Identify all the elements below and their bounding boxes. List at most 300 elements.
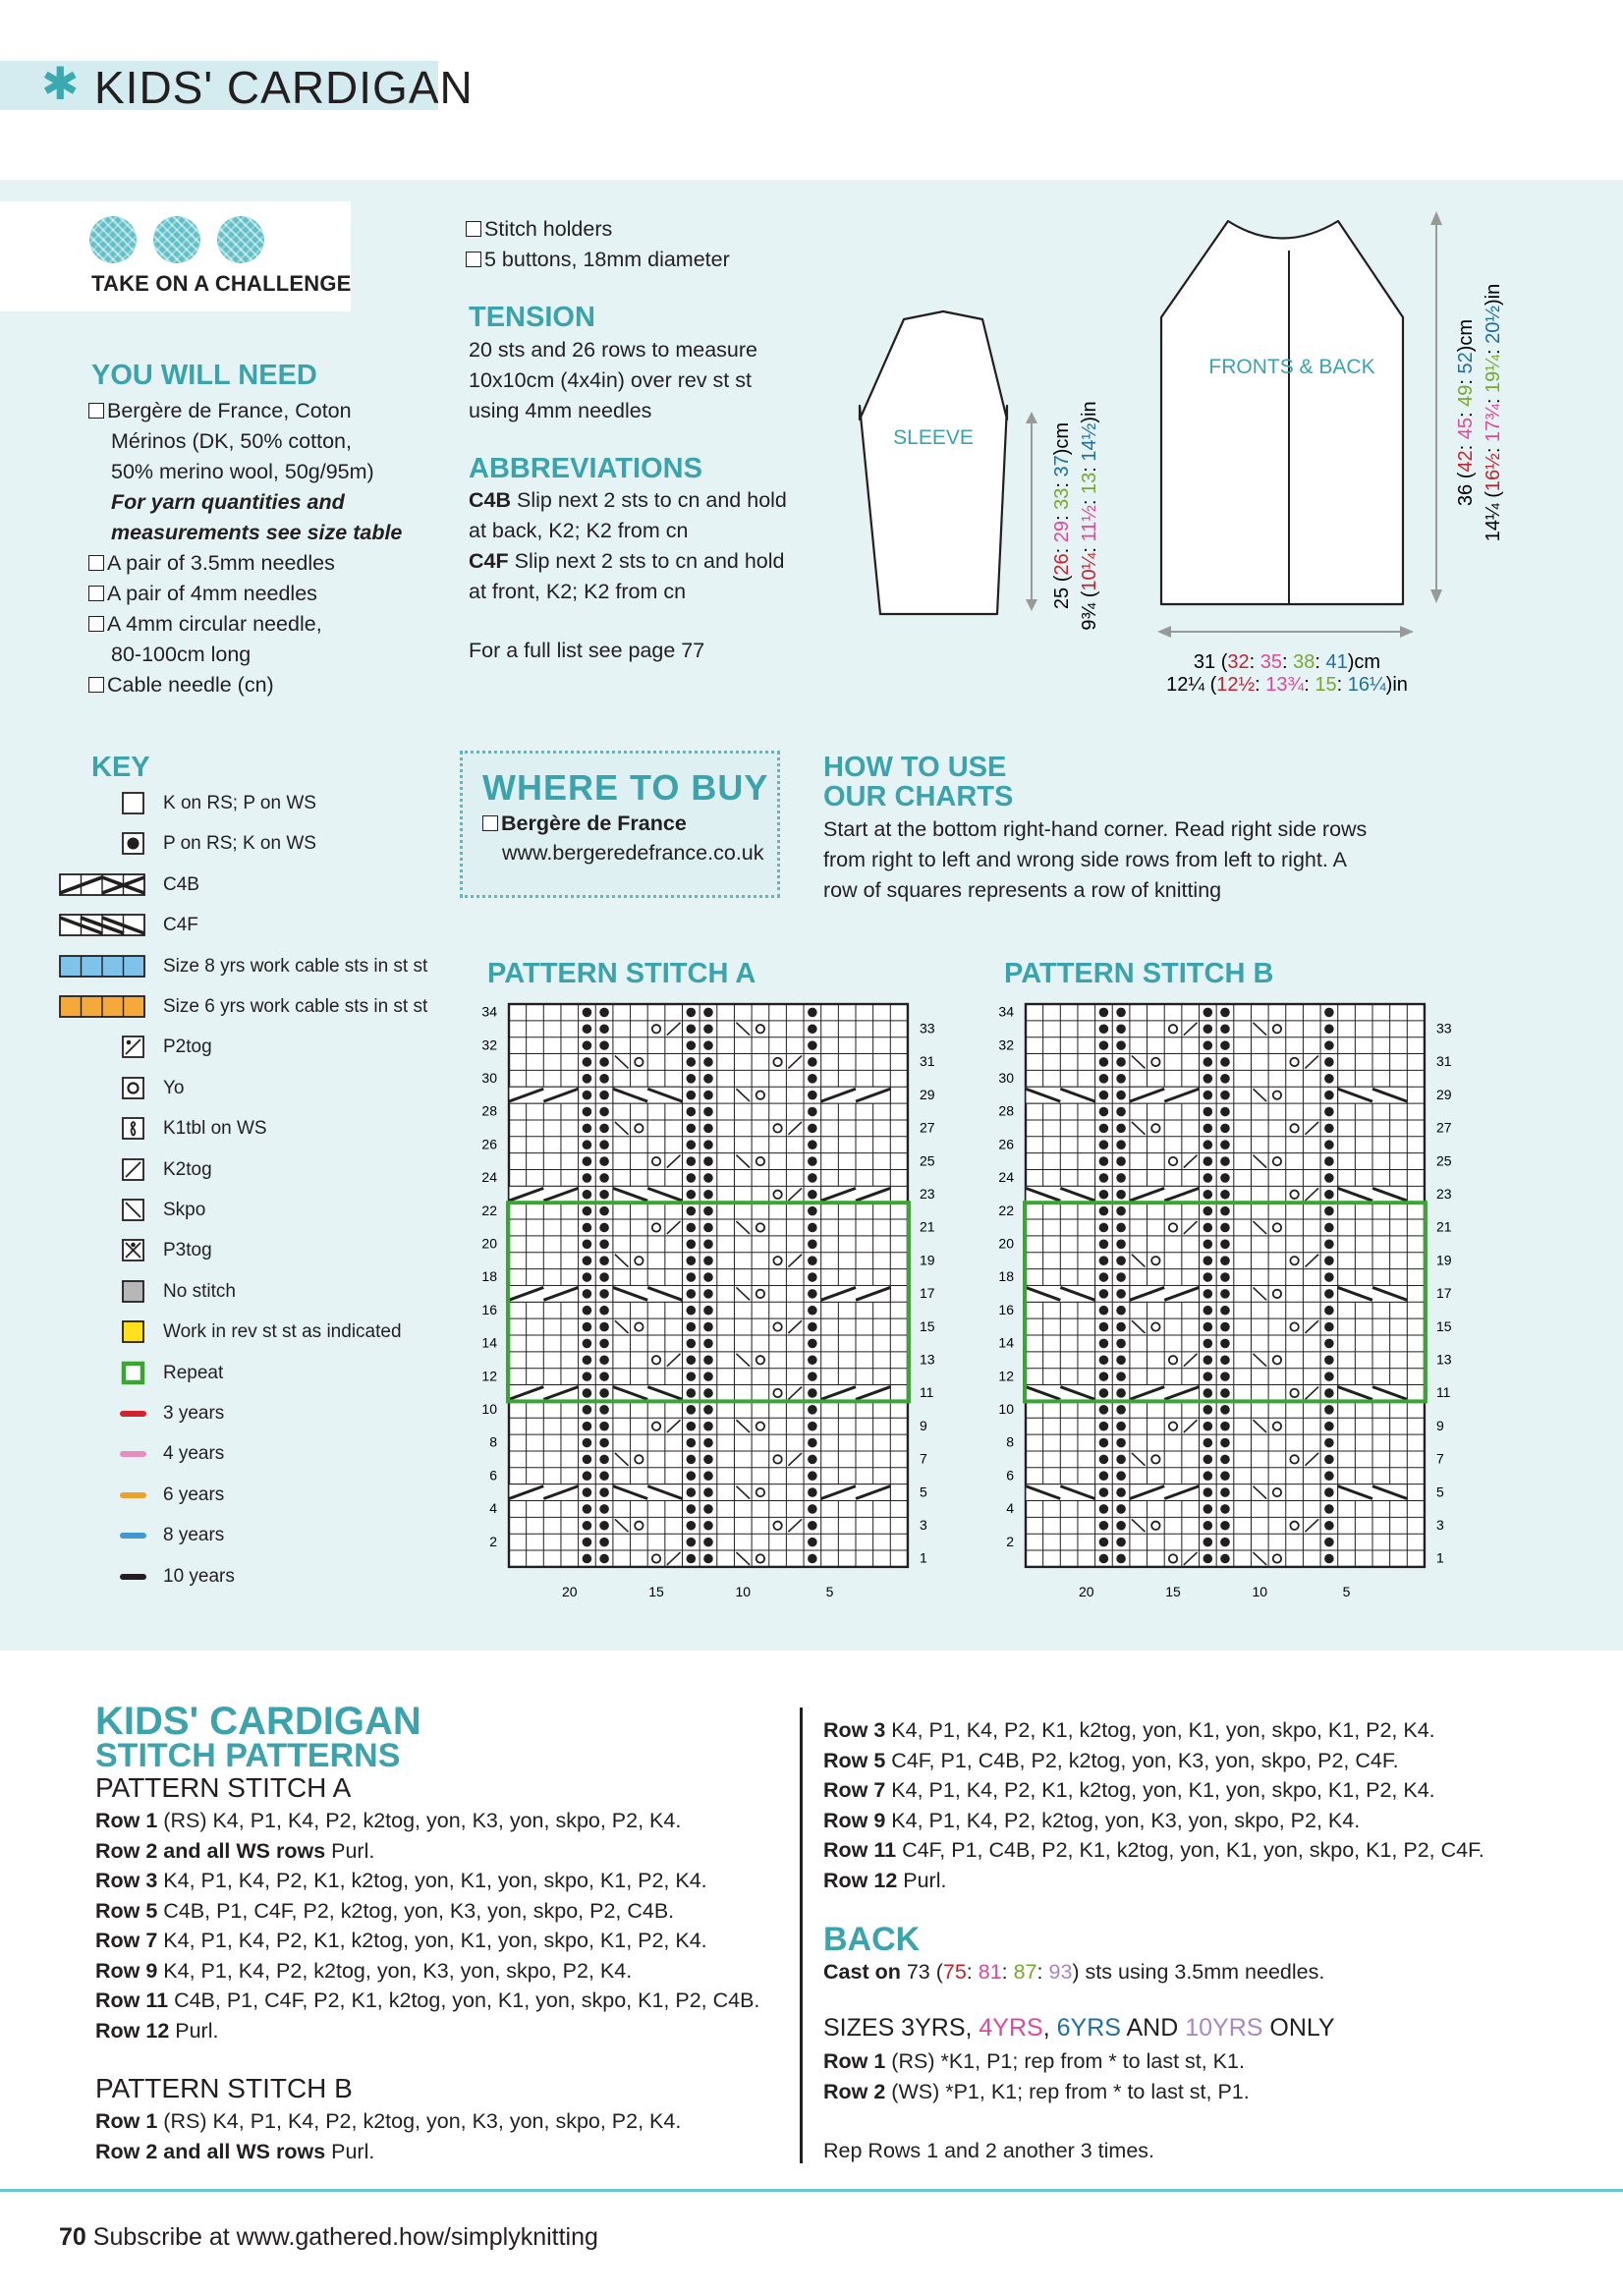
purl-dot [808, 1272, 817, 1282]
purl-dot [583, 1322, 592, 1332]
key-item [59, 952, 452, 981]
purl-dot [1099, 1008, 1109, 1018]
purl-dot [687, 1504, 697, 1514]
purl-dot [1099, 1289, 1109, 1299]
purl-dot [1220, 1173, 1230, 1183]
purl-dot [687, 1455, 697, 1465]
column-separator [800, 1708, 803, 2163]
key-item-label: K on RS; P on WS [163, 793, 316, 813]
row-number: 15 [919, 1317, 935, 1334]
purl-dot [703, 1140, 713, 1149]
purl-dot [1324, 1240, 1334, 1250]
purl-dot [1116, 1124, 1126, 1134]
purl-dot [1324, 1538, 1334, 1547]
key-symbol-line-icon [59, 1481, 147, 1510]
purl-dot [1220, 1322, 1230, 1332]
purl-dot [1220, 1388, 1230, 1398]
purl-dot [1203, 1074, 1213, 1084]
row-number: 6 [489, 1467, 497, 1484]
purl-dot [703, 1057, 713, 1067]
pattern-row: Row 9 K4, P1, K4, P2, k2tog, yon, K3, yon, skpo, P2, K4. [823, 1808, 1361, 1832]
row-number: 31 [1435, 1053, 1452, 1070]
purl-dot [599, 1405, 609, 1415]
purl-dot [1324, 1272, 1334, 1282]
purl-dot [1099, 1487, 1109, 1497]
key-symbol-repeat-icon [59, 1359, 147, 1388]
purl-dot [599, 1091, 609, 1100]
materials-item: A 4mm circular needle, [88, 609, 402, 640]
how-to-use-line: row of squares represents a row of knitting [823, 878, 1222, 902]
purl-dot [1099, 1156, 1109, 1166]
purl-dot [1116, 1223, 1126, 1233]
purl-dot [687, 1074, 697, 1084]
abbreviation-item: C4F Slip next 2 sts to cn and hold [469, 549, 785, 573]
purl-dot [808, 1538, 817, 1547]
row-number: 27 [1435, 1119, 1452, 1136]
purl-dot [1324, 1339, 1334, 1349]
purl-dot [703, 1024, 713, 1034]
sleeve-length-in: 9¾ (10¼: 11½: 13: 14½)in [1079, 401, 1100, 631]
key-item-label: P3tog [163, 1240, 212, 1261]
pattern-row: Row 5 C4F, P1, C4B, P2, k2tog, yon, K3, yon, skpo, P2, C4F. [823, 1748, 1399, 1772]
key-symbol-yo-icon [59, 1074, 147, 1103]
purl-dot [1099, 1438, 1109, 1448]
row-number: 17 [1435, 1285, 1452, 1302]
where-to-buy-box [460, 751, 780, 898]
purl-dot [1099, 1471, 1109, 1481]
purl-dot [687, 1240, 697, 1250]
key-item [59, 870, 452, 900]
materials-item: Stitch holders [466, 214, 730, 245]
checkbox-icon [466, 221, 481, 237]
purl-dot [1324, 1256, 1334, 1265]
pattern-row: Row 1 (RS) K4, P1, K4, P2, k2tog, yon, K3, yon, skpo, P2, K4. [95, 2109, 682, 2133]
purl-dot [687, 1223, 697, 1233]
purl-dot [1099, 1372, 1109, 1381]
row-number: 26 [481, 1136, 497, 1152]
purl-dot [1220, 1554, 1230, 1564]
key-symbol-k2tog-icon [59, 1155, 147, 1185]
row-number: 33 [1435, 1020, 1452, 1036]
purl-dot [1116, 1074, 1126, 1084]
purl-dot [1324, 1057, 1334, 1067]
row-number: 30 [481, 1070, 497, 1087]
purl-dot [687, 1388, 697, 1398]
purl-dot [1324, 1156, 1334, 1166]
where-to-buy-brand: Bergère de France [482, 809, 687, 839]
purl-dot [687, 1024, 697, 1034]
purl-dot [1116, 1289, 1126, 1299]
row-number: 27 [919, 1119, 935, 1136]
purl-dot [1203, 1504, 1213, 1514]
key-item-label: 4 years [163, 1443, 225, 1465]
purl-dot [1203, 1024, 1213, 1034]
purl-dot [808, 1156, 817, 1166]
key-item-label: K2tog [163, 1158, 212, 1180]
purl-dot [1324, 1024, 1334, 1034]
purl-dot [703, 1388, 713, 1398]
key-item-label: Repeat [163, 1362, 224, 1383]
purl-dot [1099, 1339, 1109, 1349]
back-repeat: Rep Rows 1 and 2 another 3 times. [823, 2139, 1155, 2162]
purl-dot [1324, 1206, 1334, 1216]
footer [59, 2223, 598, 2252]
purl-dot [1203, 1156, 1213, 1166]
purl-dot [599, 1223, 609, 1233]
purl-dot [1324, 1091, 1334, 1100]
purl-dot [1099, 1223, 1109, 1233]
materials-extra [466, 214, 730, 275]
purl-dot [703, 1554, 713, 1564]
purl-dot [703, 1504, 713, 1514]
purl-dot [687, 1156, 697, 1166]
purl-dot [703, 1091, 713, 1100]
row-number: 7 [1435, 1450, 1444, 1467]
purl-dot [808, 1471, 817, 1481]
purl-dot [599, 1339, 609, 1349]
pattern-row: Row 2 and all WS rows Purl. [95, 2139, 375, 2163]
purl-dot [583, 1422, 592, 1431]
pattern-a-rows [95, 1806, 759, 2045]
stitch-number: 15 [648, 1583, 664, 1599]
purl-dot [1116, 1240, 1126, 1250]
row-number: 10 [998, 1401, 1014, 1418]
page-number: 70 [59, 2223, 86, 2251]
purl-dot [1220, 1223, 1230, 1233]
purl-dot [687, 1190, 697, 1200]
key-item [59, 1317, 452, 1347]
purl-dot [687, 1471, 697, 1481]
purl-dot [583, 1223, 592, 1233]
stitch-number: 5 [1342, 1583, 1351, 1599]
key-item-label: 8 years [163, 1525, 225, 1546]
purl-dot [808, 1190, 817, 1200]
purl-dot [1324, 1355, 1334, 1365]
purl-dot [1203, 1322, 1213, 1332]
purl-dot [599, 1156, 609, 1166]
purl-dot [583, 1339, 592, 1349]
row-number: 8 [489, 1433, 497, 1450]
row-number: 34 [481, 1003, 497, 1020]
purl-dot [808, 1339, 817, 1349]
width-cm: 31 (32: 35: 38: 41)cm [1193, 651, 1381, 673]
purl-dot [687, 1057, 697, 1067]
purl-dot [703, 1206, 713, 1216]
purl-dot [1203, 1190, 1213, 1200]
row-number: 34 [998, 1003, 1014, 1020]
purl-dot [703, 1074, 713, 1084]
purl-dot [1220, 1355, 1230, 1365]
stitch-number: 10 [1252, 1583, 1268, 1599]
row-number: 6 [1006, 1467, 1014, 1484]
key-symbol-k1tbl-icon [59, 1114, 147, 1144]
row-number: 22 [998, 1202, 1014, 1218]
purl-dot [583, 1156, 592, 1166]
key-item [59, 1439, 452, 1469]
purl-dot [599, 1521, 609, 1531]
how-to-use-text [823, 814, 1367, 906]
purl-dot [1203, 1538, 1213, 1547]
purl-dot [599, 1504, 609, 1514]
purl-dot [1099, 1504, 1109, 1514]
chart-a-title: PATTERN STITCH A [487, 958, 756, 989]
purl-dot [808, 1173, 817, 1183]
purl-dot [808, 1091, 817, 1100]
purl-dot [583, 1272, 592, 1282]
purl-dot [1099, 1322, 1109, 1332]
how-to-use-line: from right to left and wrong side rows from left to right. A [823, 848, 1347, 871]
purl-dot [1220, 1306, 1230, 1316]
purl-dot [1203, 1554, 1213, 1564]
purl-dot [703, 1521, 713, 1531]
purl-dot [1324, 1405, 1334, 1415]
purl-dot [687, 1521, 697, 1531]
materials-item: Bergère de France, Coton [88, 396, 402, 426]
body-outline [1161, 221, 1403, 604]
purl-dot [1324, 1040, 1334, 1050]
where-to-buy-url[interactable]: www.bergeredefrance.co.uk [502, 841, 764, 865]
purl-dot [1116, 1091, 1126, 1100]
purl-dot [1116, 1024, 1126, 1034]
purl-dot [583, 1306, 592, 1316]
purl-dot [703, 1355, 713, 1365]
key-symbol-line-icon [59, 1521, 147, 1550]
purl-dot [1099, 1554, 1109, 1564]
purl-dot [687, 1306, 697, 1316]
tension-line: 20 sts and 26 rows to measure [469, 338, 757, 362]
body-length-in: 14¼ (16½: 17¾: 19¼: 20½)in [1483, 283, 1504, 542]
key-item [59, 1277, 452, 1307]
materials-item: Cable needle (cn) [88, 670, 402, 700]
back-row: Row 1 (RS) *K1, P1; rep from * to last st, K1. [823, 2049, 1245, 2073]
purl-dot [1116, 1471, 1126, 1481]
checkbox-icon [482, 815, 498, 831]
purl-dot [599, 1256, 609, 1265]
purl-dot [599, 1538, 609, 1547]
purl-dot [599, 1455, 609, 1465]
key-item-label: Work in rev st st as indicated [163, 1321, 402, 1343]
purl-dot [1116, 1388, 1126, 1398]
difficulty-badge [0, 201, 351, 311]
purl-dot [1203, 1355, 1213, 1365]
pattern-row: Row 7 K4, P1, K4, P2, K1, k2tog, yon, K1, yon, skpo, K1, P2, K4. [95, 1929, 707, 1952]
purl-dot [808, 1487, 817, 1497]
purl-dot [599, 1074, 609, 1084]
row-number: 9 [919, 1417, 927, 1433]
purl-dot [1203, 1206, 1213, 1216]
purl-dot [808, 1306, 817, 1316]
purl-dot [687, 1040, 697, 1050]
row-number: 21 [1435, 1218, 1452, 1235]
purl-dot [583, 1107, 592, 1117]
row-number: 4 [489, 1500, 497, 1517]
checkbox-icon [88, 616, 104, 632]
purl-dot [1203, 1223, 1213, 1233]
purl-dot [808, 1455, 817, 1465]
body-label: FRONTS & BACK [1208, 356, 1375, 378]
key-symbol-line-icon [59, 1562, 147, 1592]
row-number: 12 [481, 1368, 497, 1384]
row-number: 21 [919, 1218, 935, 1235]
row-number: 24 [998, 1169, 1014, 1186]
purl-dot [1116, 1272, 1126, 1282]
purl-dot [703, 1422, 713, 1431]
purl-dot [583, 1173, 592, 1183]
purl-dot [1324, 1306, 1334, 1316]
footer-text: Subscribe at www.gathered.how/simplyknitting [92, 2223, 598, 2251]
purl-dot [1203, 1107, 1213, 1117]
you-will-need-heading: YOU WILL NEED [91, 360, 317, 391]
key-item-label: 6 years [163, 1484, 225, 1505]
purl-dot [1099, 1190, 1109, 1200]
key-item [59, 1236, 452, 1265]
pattern-row: Row 3 K4, P1, K4, P2, K1, k2tog, yon, K1, yon, skpo, K1, P2, K4. [823, 1718, 1435, 1742]
key-symbol-line-icon [59, 1439, 147, 1469]
purl-dot [1203, 1306, 1213, 1316]
purl-dot [1203, 1438, 1213, 1448]
purl-dot [583, 1091, 592, 1100]
purl-dot [687, 1124, 697, 1134]
purl-dot [703, 1538, 713, 1547]
purl-dot [1220, 1538, 1230, 1547]
purl-dot [599, 1008, 609, 1018]
purl-dot [1203, 1091, 1213, 1100]
purl-dot [1324, 1008, 1334, 1018]
purl-dot [703, 1008, 713, 1018]
pattern-row: Row 5 C4B, P1, C4F, P2, k2tog, yon, K3, yon, skpo, P2, C4B. [95, 1898, 675, 1923]
row-number: 29 [919, 1086, 935, 1102]
how-to-use-heading: HOW TO USE OUR CHARTS [823, 752, 1014, 812]
purl-dot [583, 1471, 592, 1481]
key-item [59, 1074, 452, 1103]
purl-dot [1116, 1455, 1126, 1465]
purl-dot [1099, 1140, 1109, 1149]
purl-dot [1203, 1140, 1213, 1149]
purl-dot [808, 1140, 817, 1149]
key-item-label: P on RS; K on WS [163, 833, 316, 855]
key-item-label: K1tbl on WS [163, 1118, 267, 1140]
purl-dot [1203, 1471, 1213, 1481]
purl-dot [1099, 1422, 1109, 1431]
key-item-label: Skpo [163, 1200, 206, 1220]
pattern-row: Row 11 C4F, P1, C4B, P2, K1, k2tog, yon, K1, yon, skpo, K1, P2, C4F. [823, 1838, 1484, 1862]
sleeve-outline [860, 311, 1007, 614]
purl-dot [1116, 1405, 1126, 1415]
pattern-row: Row 12 Purl. [823, 1868, 947, 1892]
purl-dot [583, 1008, 592, 1018]
purl-dot [1324, 1422, 1334, 1431]
purl-dot [1324, 1521, 1334, 1531]
purl-dot [1203, 1124, 1213, 1134]
purl-dot [808, 1355, 817, 1365]
pattern-b-title: PATTERN STITCH B [95, 2073, 353, 2103]
key-symbol-p3tog-icon [59, 1236, 147, 1265]
purl-dot [687, 1008, 697, 1018]
purl-dot [1324, 1322, 1334, 1332]
purl-dot [1220, 1438, 1230, 1448]
purl-dot [1203, 1057, 1213, 1067]
key-symbol-line-icon [59, 1399, 147, 1428]
purl-dot [583, 1372, 592, 1381]
purl-dot [808, 1074, 817, 1084]
purl-dot [808, 1256, 817, 1265]
back-rows [823, 2046, 1250, 2106]
purl-dot [1324, 1455, 1334, 1465]
purl-dot [1116, 1173, 1126, 1183]
key-symbol-p2tog-icon [59, 1033, 147, 1062]
purl-dot [1099, 1355, 1109, 1365]
purl-dot [1324, 1388, 1334, 1398]
purl-dot [1220, 1240, 1230, 1250]
purl-dot [1116, 1438, 1126, 1448]
row-number: 31 [919, 1053, 935, 1070]
pattern-row: Row 7 K4, P1, K4, P2, K1, k2tog, yon, K1, yon, skpo, K1, P2, K4. [823, 1778, 1435, 1802]
purl-dot [1220, 1008, 1230, 1018]
row-number: 19 [919, 1252, 935, 1268]
purl-dot [1324, 1471, 1334, 1481]
purl-dot [583, 1240, 592, 1250]
purl-dot [1099, 1240, 1109, 1250]
purl-dot [1203, 1339, 1213, 1349]
purl-dot [1203, 1455, 1213, 1465]
row-number: 18 [481, 1268, 497, 1285]
purl-dot [1099, 1306, 1109, 1316]
purl-dot [1116, 1040, 1126, 1050]
purl-dot [703, 1339, 713, 1349]
purl-dot [1116, 1256, 1126, 1265]
row-number: 29 [1435, 1086, 1452, 1102]
purl-dot [703, 1322, 713, 1332]
key-item-label: No stitch [163, 1280, 236, 1302]
pattern-b-rows [95, 2106, 681, 2166]
row-number: 7 [919, 1450, 927, 1467]
purl-dot [1099, 1124, 1109, 1134]
key-item [59, 1033, 452, 1062]
purl-dot [1203, 1008, 1213, 1018]
purl-dot [703, 1223, 713, 1233]
chart-b-title: PATTERN STITCH B [1004, 958, 1274, 989]
purl-dot [1099, 1256, 1109, 1265]
purl-dot [1099, 1388, 1109, 1398]
row-number: 4 [1006, 1500, 1014, 1517]
row-number: 18 [998, 1268, 1014, 1285]
row-number: 28 [481, 1102, 497, 1119]
row-number: 25 [919, 1152, 935, 1169]
stitch-number: 5 [825, 1583, 834, 1599]
purl-dot [583, 1455, 592, 1465]
abbreviations-list [469, 485, 787, 607]
purl-dot [808, 1388, 817, 1398]
purl-dot [1116, 1156, 1126, 1166]
purl-dot [1116, 1057, 1126, 1067]
purl-dot [1220, 1206, 1230, 1216]
purl-dot [599, 1057, 609, 1067]
abbreviations-heading: ABBREVIATIONS [469, 453, 702, 484]
purl-dot [808, 1372, 817, 1381]
purl-dot [1220, 1487, 1230, 1497]
purl-dot [687, 1107, 697, 1117]
purl-dot [1116, 1372, 1126, 1381]
purl-dot [687, 1322, 697, 1332]
purl-dot [808, 1024, 817, 1034]
garment-schematic [845, 201, 1533, 712]
purl-dot [808, 1223, 817, 1233]
purl-dot [1116, 1554, 1126, 1564]
key-symbol-c4b-icon [59, 870, 147, 900]
purl-dot [599, 1272, 609, 1282]
purl-dot [1203, 1289, 1213, 1299]
materials-item: A pair of 3.5mm needles [88, 548, 402, 579]
